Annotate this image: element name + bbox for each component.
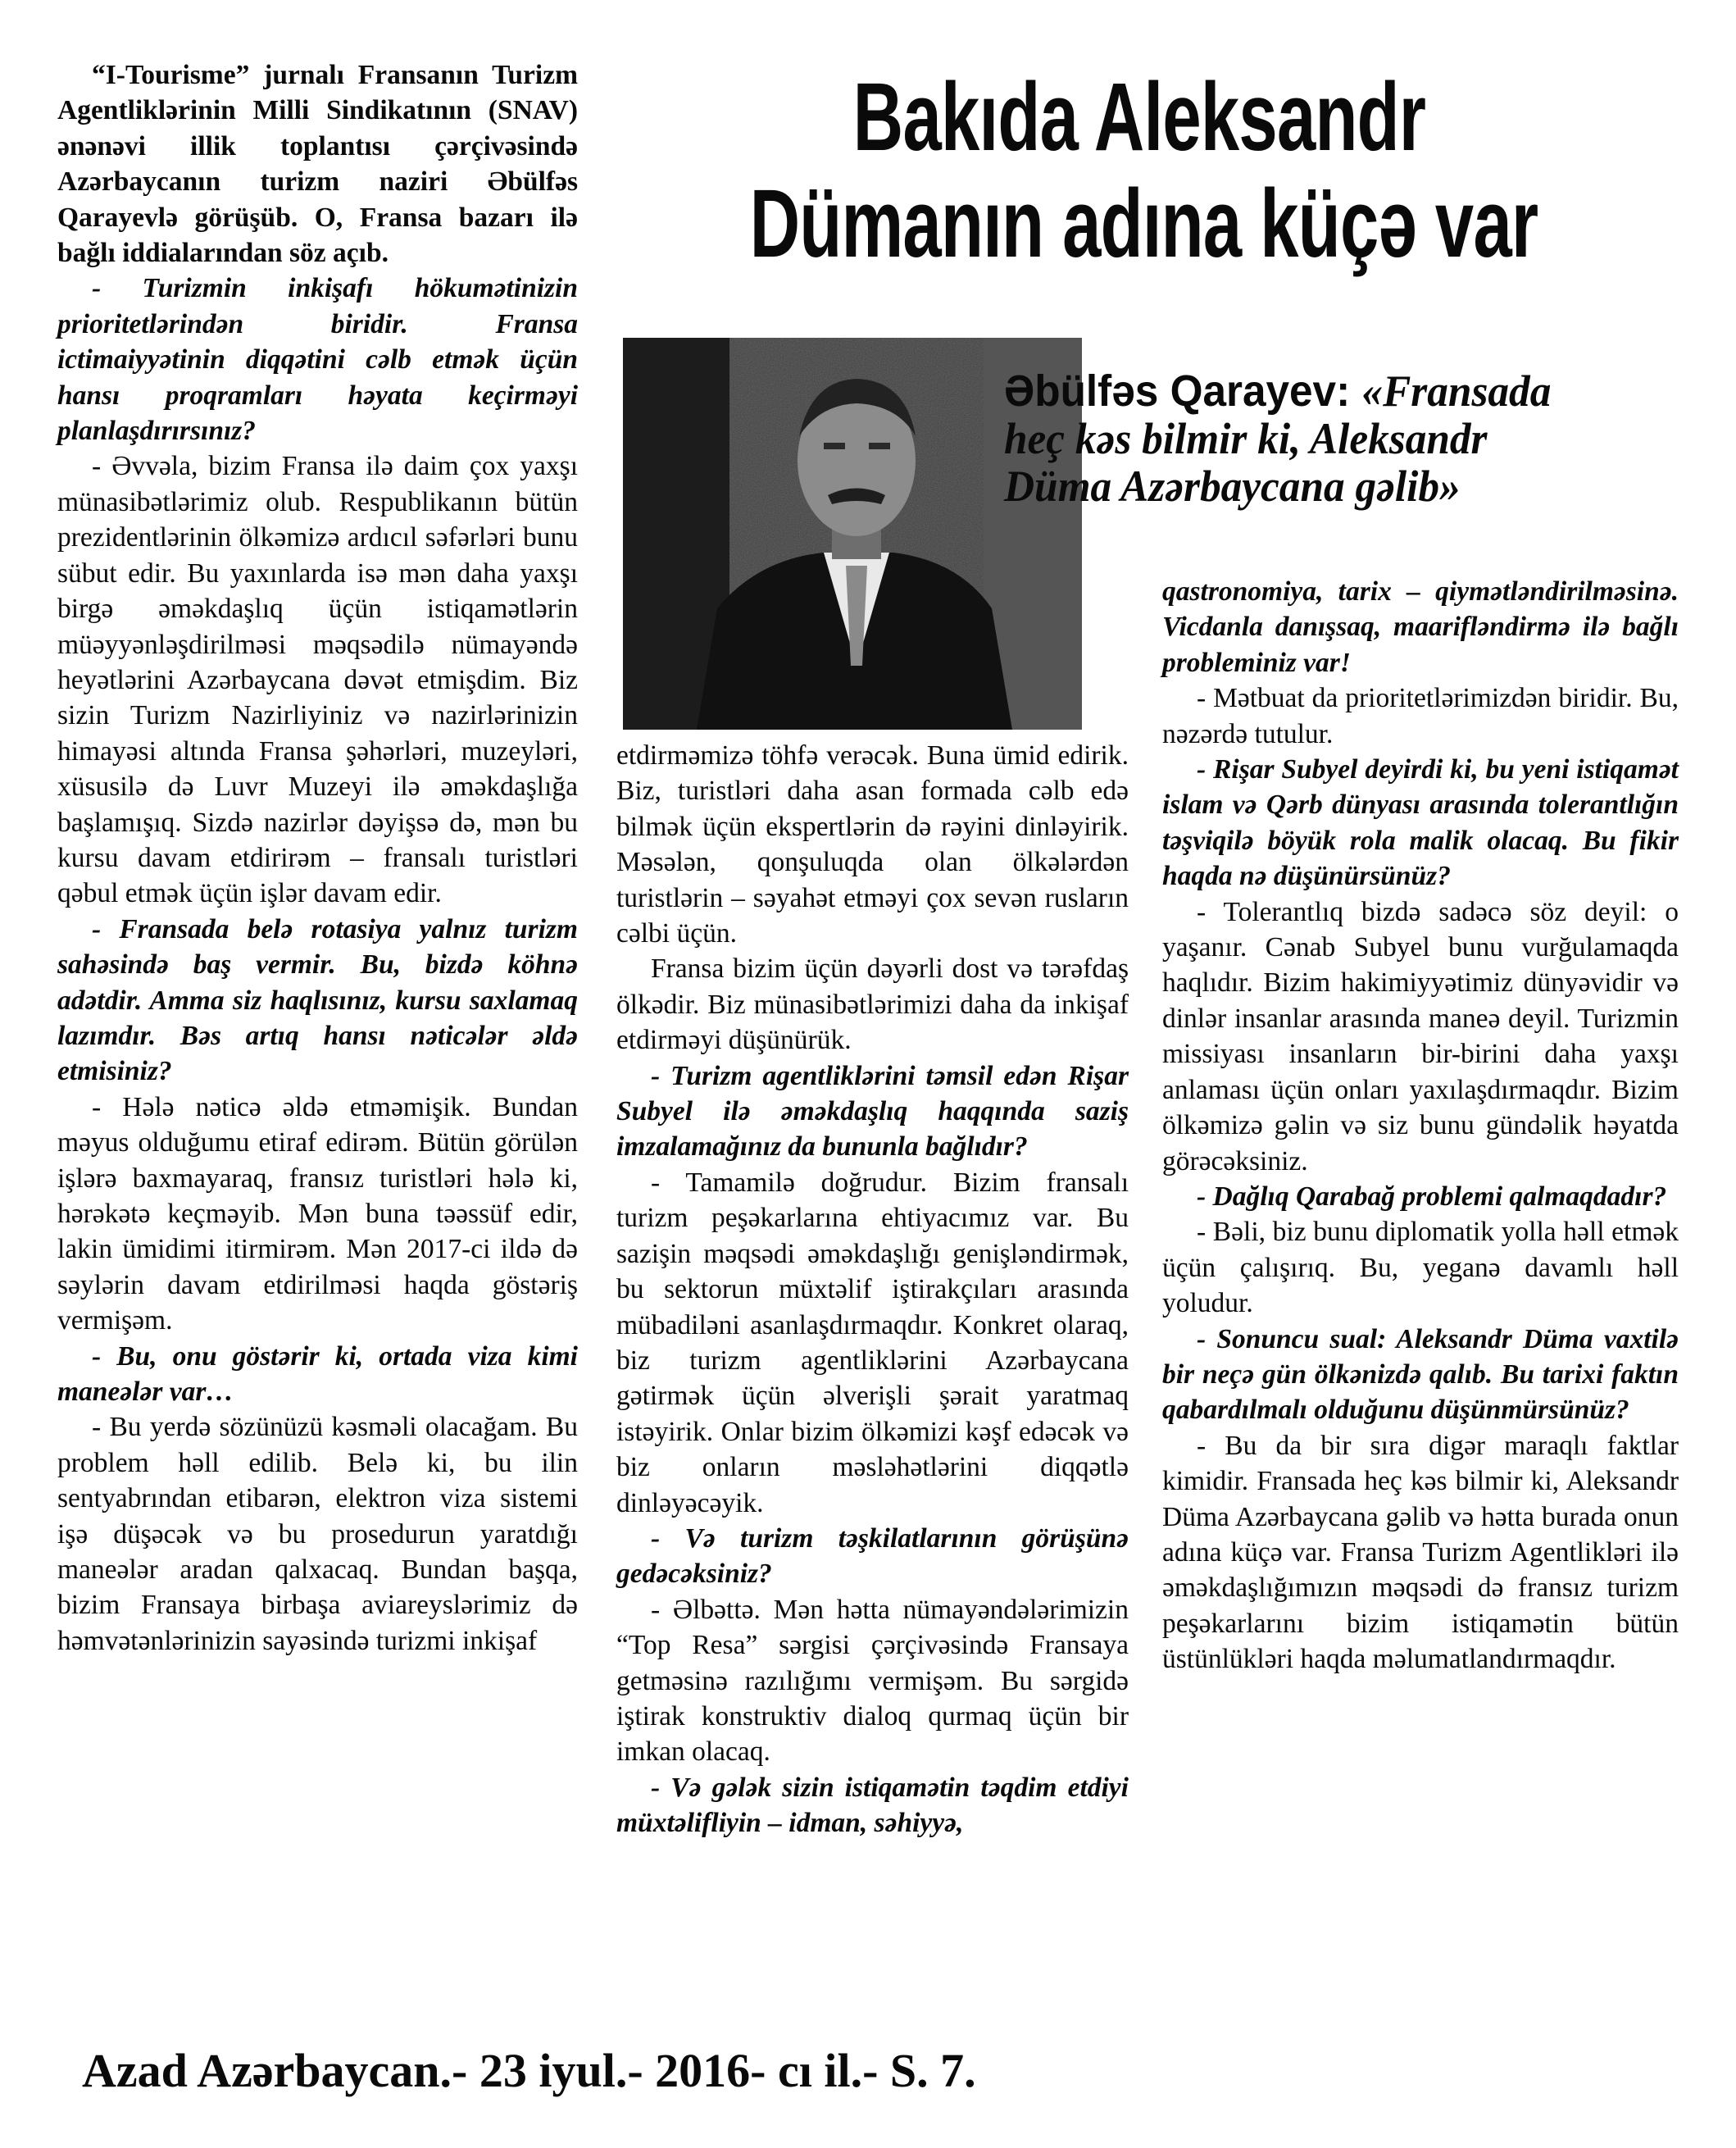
answer-paragraph: - Bəli, biz bunu diplomatik yolla həll etmək üçün çalışırıq. Bu, yeganə davamlı həll yoludur.	[1162, 1217, 1679, 1319]
question-paragraph: - Və gələk sizin istiqamətin təqdim etdiyi müxtəlifliyin – idman, səhiyyə,	[616, 1772, 1129, 1839]
answer-paragraph: - Tamamilə doğrudur. Bizim fransalı turizm peşəkarlarına ehtiyacımız var. Bu sazişin məqsədi əməkdaşlığı genişləndirmək, bu sektorun müxtəlif iştirakçıları arasında mübadiləni asanlaşdırmaqdır. Konkret olaraq, biz turizm agentliklərini Azərbaycana gətirmək üçün əlverişli şərait yaratmaq istəyirik. Onlar bizim ölkəmizi kəşf edəcək və biz onların məsləhətlərini diqqətlə dinləyəcəyik.	[616, 1167, 1129, 1518]
subheadline	[1004, 367, 1684, 510]
question-paragraph: - Fransada belə rotasiya yalnız turizm sahəsində baş vermir. Bu, bizdə köhnə adətdir. Amma siz haqlısınız, kursu saxlamaq lazımdır. Bəs artıq hansı nəticələr əldə etmisiniz?	[57, 913, 578, 1087]
subheadline-line-1	[1004, 367, 1651, 415]
continuation-paragraph: etdirməmizə töhfə verəcək. Buna ümid edirik. Biz, turistləri daha asan formada cəlb edə bilmək üçün ekspertlərin də rəyini dinləyirik. Məsələn, qonşuluqda olan ölkələrdən turistlərin – səyahət etməyi çox sevən rusların cəlbi üçün.	[616, 740, 1129, 949]
answer-paragraph: - Əlbəttə. Mən hətta nümayəndələrimizin “Top Resa” sərgisi çərçivəsində Fransaya getməsinə razılığımı vermişəm. Bu sərgidə iştirak konstruktiv dialoq qurmaq üçün bir imkan olacaq.	[616, 1594, 1129, 1768]
headline-line-2: Dümanın adına küçə var	[749, 170, 1538, 278]
question-paragraph: - Bu, onu göstərir ki, ortada viza kimi maneələr var…	[57, 1340, 578, 1408]
headline	[749, 63, 1538, 278]
intro-paragraph: “I-Tourisme” jurnalı Fransanın Turizm Agentliklərinin Milli Sindikatının (SNAV) ənənəvi illik toplantısı çərçivəsində Azərbaycanın turizm naziri Əbülfəs Qarayevlə görüşüb. O, Fransa bazarı ilə bağlı iddialarından söz açıb.	[57, 60, 578, 269]
answer-paragraph: - Mətbuat da prioritetlərimizdən biridir. Bu, nəzərdə tutulur.	[1162, 683, 1679, 749]
answer-paragraph: - Bu yerdə sözünüzü kəsməli olacağam. Bu problem həll edilib. Belə ki, bu ilin sentyabrından etibarən, elektron viza sistemi işə düşəcək və bu prosedurun yaratdığı maneələr aradan qalxacaq. Bundan başqa, bizim Fransaya birbaşa aviareyslərimiz də həmvətənlərinizin sayəsində turizmi inkişaf	[57, 1412, 578, 1656]
article-column-2	[616, 738, 1129, 1841]
question-paragraph: - Və turizm təşkilatlarının görüşünə gedəcəksiniz?	[616, 1522, 1129, 1590]
answer-paragraph: - Əvvəla, bizim Fransa ilə daim çox yaxşı münasibətlərimiz olub. Respublikanın bütün prezidentlərinin ölkəmizə ardıcıl səfərləri bunu sübut edir. Bu yaxınlarda isə mən daha yaxşı birgə əməkdaşlıq üçün istiqamətlərin müəyyənləşdirilməsi məqsədilə nümayəndə heyətlərini Azərbaycana dəvət etmişdim. Biz sizin Turizm Nazirliyiniz və nazirlərinizin himayəsi altında Fransa şəhərləri, muzeyləri, xüsusilə də Luvr Muzeyi ilə əməkdaşlığa başlamışıq. Sizdə nazirlər dəyişsə də, mən bu kursu davam etdirirəm – fransalı turistləri qəbul etmək üçün işlər davam edir.	[57, 451, 578, 909]
answer-paragraph: - Hələ nəticə əldə etməmişik. Bundan məyus olduğumu etiraf edirəm. Bütün görülən işlərə baxmayaraq, fransız turistləri hələ ki, hərəkətə keçməyib. Mən buna təəssüf edir, lakin ümidimi itirmirəm. Mən 2017-ci ildə də səylərin davam etdirilməsi haqda göstəriş vermişəm.	[57, 1091, 578, 1336]
headline-line-1: Bakıda Aleksandr	[852, 63, 1426, 171]
question-paragraph: - Turizmin inkişafı hökumətinizin prioritetlərindən biridir. Fransa ictimaiyyətinin diqqətini cəlb etmək üçün hansı proqramları həyata keçirməyi planlaşdırırsınız?	[57, 273, 578, 447]
question-paragraph: - Turizm agentliklərini təmsil edən Rişar Subyel ilə əməkdaşlıq haqqında saziş imzalamağınız da bununla bağlıdır?	[616, 1060, 1129, 1163]
article-column-1	[57, 57, 578, 1659]
source-citation: Azad Azərbaycan.- 23 iyul.- 2016- cı il.- S. 7.	[82, 2044, 976, 2097]
continuation-question-paragraph: qastronomiya, tarix – qiymətləndirilməsinə. Vicdanla danışsaq, maarifləndirmə ilə bağlı probleminiz var!	[1162, 576, 1679, 678]
article-column-3	[1162, 574, 1679, 1677]
question-paragraph: - Rişar Subyel deyirdi ki, bu yeni istiqamət islam və Qərb dünyası arasında tolerantlığın təşviqilə böyük rola malik olacaq. Bu fikir haqda nə düşünürsünüz?	[1162, 754, 1679, 892]
subheadline-speaker: Əbülfəs Qarayev:	[1004, 366, 1362, 416]
subheadline-line-3: Düma Azərbaycana gəlib»	[1004, 462, 1461, 511]
question-paragraph: - Sonuncu sual: Aleksandr Düma vaxtilə bir neçə gün ölkənizdə qalıb. Bu tarixi faktın qabardılmalı olduğunu düşünmürsünüz?	[1162, 1323, 1679, 1426]
subheadline-quote-start: «Fransada	[1361, 366, 1552, 416]
subheadline-line-2: heç kəs bilmir ki, Aleksandr	[1004, 414, 1488, 463]
answer-paragraph: - Bu da bir sıra digər maraqlı faktlar kimidir. Fransada heç kəs bilmir ki, Aleksandr Düma Azərbaycana gəlib və hətta burada onun adına küçə var. Fransa Turizm Agentlikləri ilə əməkdaşlığımızın məqsədi də fransız turizm peşəkarlarını bizim istiqamətin bütün üstünlükləri haqda məlumatlandırmaqdır.	[1162, 1430, 1679, 1675]
answer-paragraph: - Tolerantlıq bizdə sadəcə söz deyil: o yaşanır. Cənab Subyel bunu vurğulamaqda haqlıdır. Bizim hakimiyyətimiz dünyəvidir və dinlər insanlar arasında maneə deyil. Turizmin missiyası insanların bir-birini daha yaxşı anlaması üçün onları yaxılaşdırmaqdır. Bizim ölkəmizə gəlin və siz bunu gündəlik həyatda görəcəksiniz.	[1162, 896, 1679, 1176]
question-paragraph: - Dağlıq Qarabağ problemi qalmaqdadır?	[1197, 1181, 1667, 1212]
answer-paragraph: Fransa bizim üçün dəyərli dost və tərəfdaş ölkədir. Biz münasibətlərimizi daha da inkişaf etdirməyi düşünürük.	[616, 953, 1129, 1056]
